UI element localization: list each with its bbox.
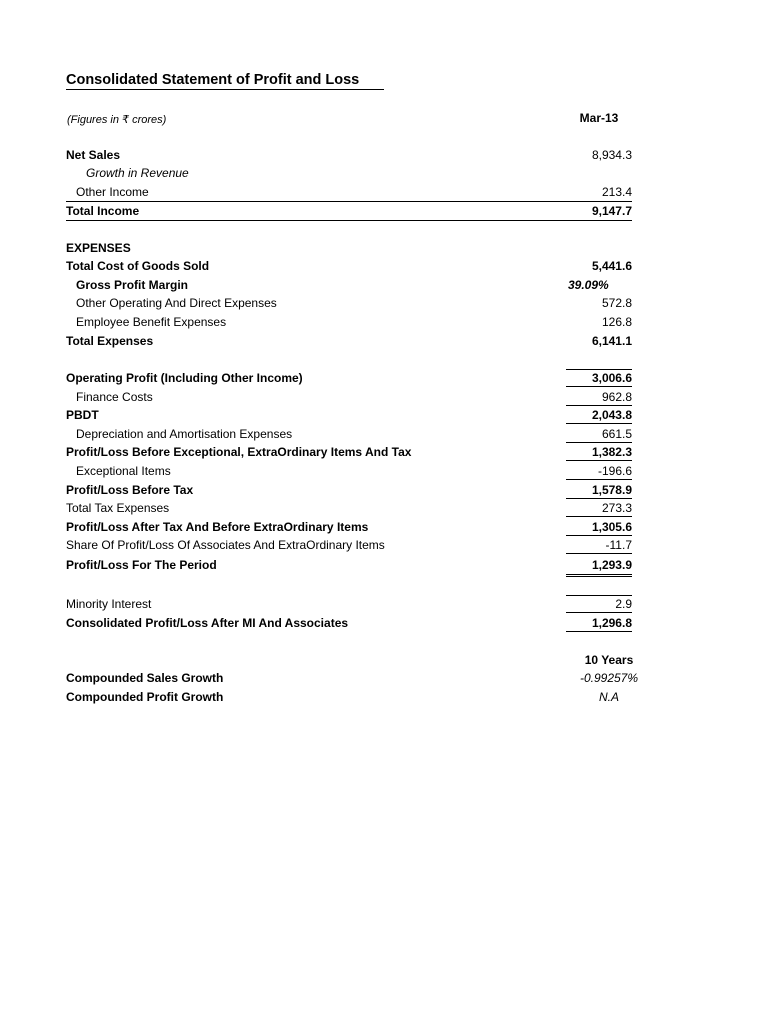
growth-in-revenue-row — [66, 164, 632, 183]
total-income-row — [66, 201, 632, 221]
units-note: (Figures in ₹ crores) — [67, 114, 167, 126]
value-top-rule — [566, 595, 632, 596]
pl-after-tax-label: Profit/Loss After Tax And Before ExtraOrdinary Items — [66, 519, 369, 534]
consolidated-pl-value: 1,296.8 — [591, 615, 632, 630]
other-income-label: Other Income — [76, 184, 149, 199]
growth-in-revenue-label: Growth in Revenue — [86, 166, 189, 181]
pl-before-exceptional-row — [66, 443, 632, 462]
growth-period-header: 10 Years — [584, 652, 634, 667]
total-expenses-label: Total Expenses — [66, 333, 154, 348]
finance-costs-label: Finance Costs — [76, 389, 153, 404]
minority-interest-value: 2.9 — [615, 597, 632, 612]
exceptional-items-value: -196.6 — [597, 464, 632, 479]
compounded-sales-growth-label: Compounded Sales Growth — [66, 671, 224, 686]
gross-profit-margin-row — [66, 275, 632, 294]
consolidated-pl-row — [66, 613, 632, 632]
growth-header-row — [66, 650, 632, 669]
depreciation-row — [66, 424, 632, 443]
other-income-row — [66, 182, 632, 201]
pl-for-period-value: 1,293.9 — [591, 558, 632, 573]
expenses-header-row — [66, 238, 632, 257]
operating-profit-label: Operating Profit (Including Other Income) — [66, 371, 303, 386]
other-operating-expenses-value: 572.8 — [601, 296, 632, 311]
finance-costs-row — [66, 387, 632, 406]
total-cogs-label: Total Cost of Goods Sold — [66, 259, 210, 274]
total-expenses-row — [66, 331, 632, 350]
pl-before-tax-value: 1,578.9 — [591, 482, 632, 497]
pbdt-label: PBDT — [66, 408, 99, 423]
operating-profit-row — [66, 369, 632, 388]
value-top-rule — [566, 369, 632, 370]
employee-benefit-expenses-value: 126.8 — [601, 314, 632, 329]
compounded-profit-growth-label: Compounded Profit Growth — [66, 689, 224, 704]
total-cogs-value: 5,441.6 — [591, 259, 632, 274]
total-cogs-row — [66, 257, 632, 276]
total-tax-expenses-value: 273.3 — [601, 501, 632, 516]
depreciation-label: Depreciation and Amortisation Expenses — [76, 426, 293, 441]
pl-before-exceptional-label: Profit/Loss Before Exceptional, ExtraOrdinary Items And Tax — [66, 445, 412, 460]
other-operating-expenses-label: Other Operating And Direct Expenses — [76, 296, 277, 311]
value-double-rule — [566, 574, 632, 577]
share-of-associates-label: Share Of Profit/Loss Of Associates And ExtraOrdinary Items — [66, 538, 385, 553]
pbdt-row — [66, 406, 632, 425]
pl-before-tax-label: Profit/Loss Before Tax — [66, 482, 194, 497]
statement-title: Consolidated Statement of Profit and Loss — [66, 71, 384, 90]
total-expenses-value: 6,141.1 — [591, 333, 632, 348]
compounded-sales-growth-value: -0.99257% — [579, 671, 639, 686]
total-income-value: 9,147.7 — [591, 204, 632, 218]
share-of-associates-row — [66, 536, 632, 555]
consolidated-pl-label: Consolidated Profit/Loss After MI And Associates — [66, 615, 349, 630]
expenses-header-label: EXPENSES — [66, 240, 131, 255]
depreciation-value: 661.5 — [601, 426, 632, 441]
total-tax-expenses-row — [66, 499, 632, 518]
finance-costs-value: 962.8 — [601, 389, 632, 404]
compounded-profit-growth-value: N.A — [598, 689, 619, 704]
other-operating-expenses-row — [66, 294, 632, 313]
exceptional-items-label: Exceptional Items — [76, 464, 171, 479]
period-column-header: Mar-13 — [579, 111, 619, 125]
operating-profit-value: 3,006.6 — [591, 371, 632, 386]
gross-profit-margin-label: Gross Profit Margin — [76, 277, 189, 292]
share-of-associates-value: -11.7 — [605, 538, 632, 553]
minority-interest-row — [66, 595, 632, 614]
total-income-label: Total Income — [66, 204, 140, 218]
net-sales-row — [66, 145, 632, 164]
value-bottom-rule — [566, 631, 632, 632]
minority-interest-label: Minority Interest — [66, 597, 152, 612]
employee-benefit-expenses-row — [66, 312, 632, 331]
pl-before-exceptional-value: 1,382.3 — [591, 445, 632, 460]
pbdt-value: 2,043.8 — [591, 408, 632, 423]
pl-for-period-label: Profit/Loss For The Period — [66, 558, 217, 573]
value-bottom-rule — [566, 553, 632, 554]
compounded-sales-growth-row — [66, 669, 639, 688]
other-income-value: 213.4 — [601, 184, 632, 199]
pl-for-period-row — [66, 556, 632, 575]
gross-profit-margin-value: 39.09% — [568, 277, 609, 292]
pl-after-tax-row — [66, 517, 632, 536]
pl-before-tax-row — [66, 480, 632, 499]
employee-benefit-expenses-label: Employee Benefit Expenses — [76, 314, 227, 329]
total-tax-expenses-label: Total Tax Expenses — [66, 501, 170, 516]
compounded-profit-growth-row — [66, 687, 632, 706]
net-sales-value: 8,934.3 — [591, 147, 632, 162]
pl-after-tax-value: 1,305.6 — [591, 519, 632, 534]
exceptional-items-row — [66, 462, 632, 481]
net-sales-label: Net Sales — [66, 147, 121, 162]
